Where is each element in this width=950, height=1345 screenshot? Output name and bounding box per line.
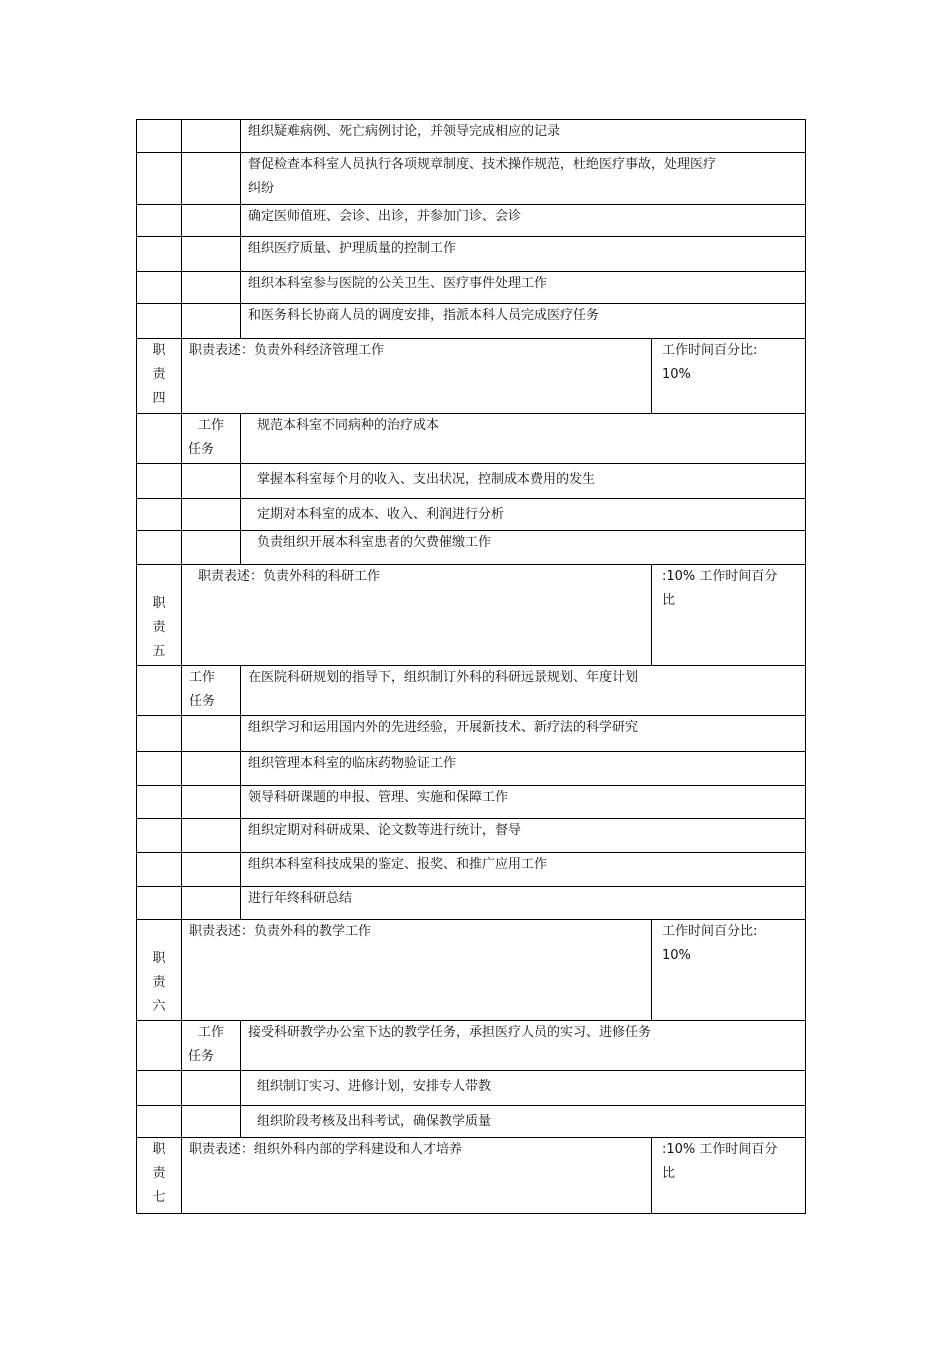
table-row <box>137 272 806 304</box>
task-label: 工作 任务 <box>182 666 241 716</box>
task-text: 督促检查本科室人员执行各项规章制度、技术操作规范，杜绝医疗事故，处理医疗纠纷 <box>241 153 806 205</box>
task-text: 组织定期对科研成果、论文数等进行统计，督导 <box>241 819 806 853</box>
table-row <box>137 752 806 786</box>
task-text: 接受科研教学办公室下达的教学任务，承担医疗人员的实习、进修任务 <box>241 1021 806 1071</box>
table-row <box>137 853 806 887</box>
table-row <box>137 1106 806 1138</box>
table-row <box>137 464 806 499</box>
duty-header-row <box>137 339 806 414</box>
time-share: :10% 工作时间百分比 <box>652 1138 806 1214</box>
task-text: 掌握本科室每个月的收入、支出状况，控制成本费用的发生 <box>241 464 806 499</box>
table-row <box>137 716 806 752</box>
duty-header-row <box>137 1138 806 1214</box>
table-row <box>137 304 806 339</box>
time-share: :10% 工作时间百分比 <box>652 565 806 666</box>
table-row <box>137 887 806 920</box>
table-row <box>137 205 806 237</box>
task-text: 组织疑难病例、死亡病例讨论，并领导完成相应的记录 <box>241 120 806 153</box>
task-text: 组织管理本科室的临床药物验证工作 <box>241 752 806 786</box>
task-text: 组织阶段考核及出科考试，确保教学质量 <box>241 1106 806 1138</box>
task-text: 在医院科研规划的指导下，组织制订外科的科研远景规划、年度计划 <box>241 666 806 716</box>
table-row <box>137 153 806 205</box>
task-text: 规范本科室不同病种的治疗成本 <box>241 414 806 464</box>
duty-description: 职责表述：负责外科的科研工作 <box>182 565 652 666</box>
table-row <box>137 1071 806 1106</box>
duty-description: 职责表述：负责外科的教学工作 <box>182 920 652 1021</box>
table-row <box>137 786 806 819</box>
task-text: 定期对本科室的成本、收入、利润进行分析 <box>241 499 806 531</box>
table-row <box>137 531 806 565</box>
duty-label: 职 责 五 <box>137 565 182 666</box>
duty-label: 职 责 六 <box>137 920 182 1021</box>
task-text: 组织医疗质量、护理质量的控制工作 <box>241 237 806 272</box>
table-row <box>137 237 806 272</box>
task-text: 组织本科室科技成果的鉴定、报奖、和推广应用工作 <box>241 853 806 887</box>
duty-document <box>136 119 805 1214</box>
table-row <box>137 1021 806 1071</box>
table-row <box>137 499 806 531</box>
duty-description: 职责表述：组织外科内部的学科建设和人才培养 <box>182 1138 652 1214</box>
task-text: 组织制订实习、进修计划，安排专人带教 <box>241 1071 806 1106</box>
table-row <box>137 666 806 716</box>
task-text: 负责组织开展本科室患者的欠费催缴工作 <box>241 531 806 565</box>
time-share: 工作时间百分比:10% <box>652 339 806 414</box>
task-text: 领导科研课题的申报、管理、实施和保障工作 <box>241 786 806 819</box>
time-share: 工作时间百分比:10% <box>652 920 806 1021</box>
task-text: 确定医师值班、会诊、出诊，并参加门诊、会诊 <box>241 205 806 237</box>
duty-label: 职 责 七 <box>137 1138 182 1214</box>
task-text: 进行年终科研总结 <box>241 887 806 920</box>
table-row <box>137 120 806 153</box>
duty-description: 职责表述：负责外科经济管理工作 <box>182 339 652 414</box>
task-text: 组织学习和运用国内外的先进经验，开展新技术、新疗法的科学研究 <box>241 716 806 752</box>
duty-table <box>136 119 806 1214</box>
duty-header-row <box>137 920 806 1021</box>
task-text: 组织本科室参与医院的公关卫生、医疗事件处理工作 <box>241 272 806 304</box>
table-row <box>137 819 806 853</box>
task-text: 和医务科长协商人员的调度安排，指派本科人员完成医疗任务 <box>241 304 806 339</box>
duty-label: 职 责 四 <box>137 339 182 414</box>
table-row <box>137 414 806 464</box>
task-label: 工作 任务 <box>182 1021 241 1071</box>
task-label: 工作 任务 <box>182 414 241 464</box>
duty-header-row <box>137 565 806 666</box>
